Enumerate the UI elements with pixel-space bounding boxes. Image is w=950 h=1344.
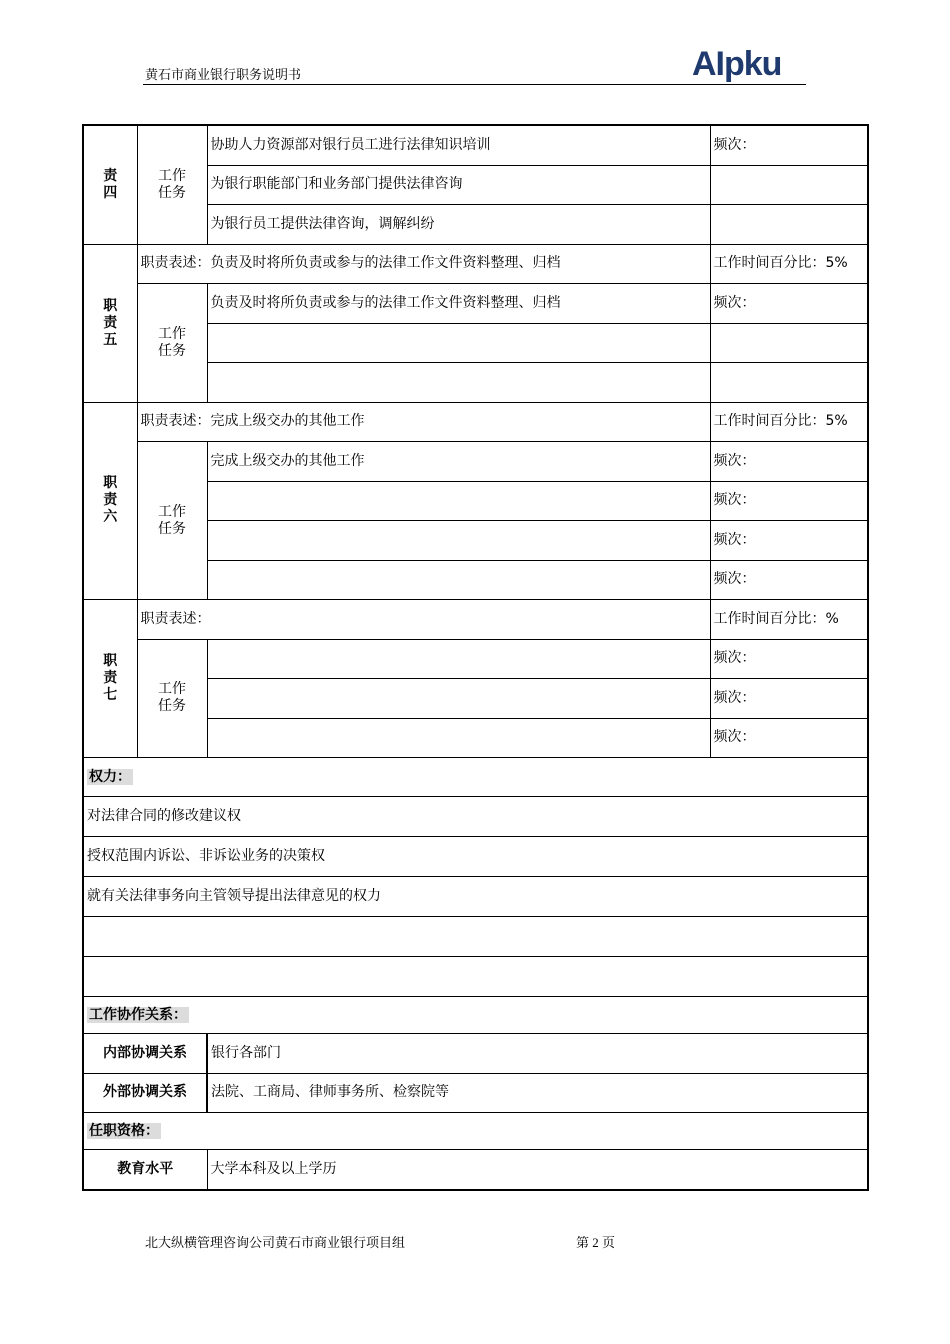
duty6-work-label: 工作 任务 — [137, 442, 207, 600]
duty5-task — [207, 323, 710, 363]
duty4-work-label: 工作 任务 — [137, 125, 207, 244]
authority-header-row — [83, 758, 868, 797]
internal-relation-label: 内部协调关系 — [83, 1034, 207, 1074]
duty5-statement: 职责表述：负责及时将所负责或参与的法律工作文件资料整理、归档 — [137, 244, 710, 284]
duty5-statement-row — [83, 244, 868, 284]
authority-item-row — [83, 837, 868, 877]
duty4-freq — [710, 205, 868, 245]
authority-label: 权力： — [83, 758, 868, 797]
duty5-freq — [710, 363, 868, 403]
authority-item-row — [83, 917, 868, 957]
duty6-statement-row — [83, 402, 868, 442]
logo-text: AIpku — [692, 45, 782, 83]
header-rule — [143, 84, 806, 85]
duty4-task-row — [83, 125, 868, 165]
relations-header-row — [83, 997, 868, 1034]
external-relation-label: 外部协调关系 — [83, 1073, 207, 1113]
duty4-task: 协助人力资源部对银行员工进行法律知识培训 — [207, 125, 710, 165]
duty7-task — [207, 718, 710, 758]
duty7-statement: 职责表述： — [137, 600, 710, 640]
duty5-freq: 频次： — [710, 284, 868, 324]
authority-item — [83, 957, 868, 997]
duty5-percent: 工作时间百分比：5% — [710, 244, 868, 284]
education-row — [83, 1150, 868, 1190]
duty6-task-row — [83, 442, 868, 482]
duty4-label: 责 四 — [83, 125, 137, 244]
authority-item: 就有关法律事务向主管领导提出法律意见的权力 — [83, 877, 868, 917]
duty5-freq — [710, 323, 868, 363]
header-title: 黄石市商业银行职务说明书 — [145, 67, 302, 82]
education-value: 大学本科及以上学历 — [207, 1150, 868, 1190]
authority-item-row — [83, 797, 868, 837]
duty5-task — [207, 363, 710, 403]
duty7-task — [207, 639, 710, 679]
relations-label: 工作协作关系： — [83, 997, 868, 1034]
duty6-percent: 工作时间百分比：5% — [710, 402, 868, 442]
external-relation-row — [83, 1073, 868, 1113]
authority-item: 对法律合同的修改建议权 — [83, 797, 868, 837]
duty6-statement: 职责表述：完成上级交办的其他工作 — [137, 402, 710, 442]
authority-item — [83, 917, 868, 957]
duty6-freq: 频次： — [710, 521, 868, 561]
company-logo — [692, 46, 806, 84]
job-description-table — [82, 124, 869, 1191]
duty7-task-row — [83, 639, 868, 679]
duty5-task: 负责及时将所负责或参与的法律工作文件资料整理、归档 — [207, 284, 710, 324]
external-relation-value: 法院、工商局、律师事务所、检察院等 — [207, 1073, 868, 1113]
duty6-freq: 频次： — [710, 560, 868, 600]
duty5-work-label: 工作 任务 — [137, 284, 207, 403]
duty7-percent: 工作时间百分比：% — [710, 600, 868, 640]
duty6-task — [207, 521, 710, 561]
education-label: 教育水平 — [83, 1150, 207, 1190]
duty6-task — [207, 481, 710, 521]
duty6-freq: 频次： — [710, 481, 868, 521]
duty4-task: 为银行员工提供法律咨询，调解纠纷 — [207, 205, 710, 245]
duty5-task-row — [83, 284, 868, 324]
duty7-label: 职 责 七 — [83, 600, 137, 758]
duty7-work-label: 工作 任务 — [137, 639, 207, 758]
authority-item-row — [83, 957, 868, 997]
duty7-freq: 频次： — [710, 718, 868, 758]
authority-item-row — [83, 877, 868, 917]
duty4-freq — [710, 165, 868, 205]
duty7-task — [207, 679, 710, 719]
duty6-label: 职 责 六 — [83, 402, 137, 600]
footer-page-number: 第 2 页 — [576, 1235, 616, 1250]
duty6-task — [207, 560, 710, 600]
authority-item: 授权范围内诉讼、非诉讼业务的决策权 — [83, 837, 868, 877]
duty5-label: 职 责 五 — [83, 244, 137, 402]
duty7-freq: 频次： — [710, 639, 868, 679]
duty6-task: 完成上级交办的其他工作 — [207, 442, 710, 482]
internal-relation-value: 银行各部门 — [207, 1034, 868, 1074]
duty7-statement-row — [83, 600, 868, 640]
qualification-label: 任职资格： — [83, 1113, 868, 1150]
qualification-header-row — [83, 1113, 868, 1150]
duty4-freq: 频次： — [710, 125, 868, 165]
duty6-freq: 频次： — [710, 442, 868, 482]
duty4-task: 为银行职能部门和业务部门提供法律咨询 — [207, 165, 710, 205]
footer-company: 北大纵横管理咨询公司黄石市商业银行项目组 — [145, 1235, 406, 1250]
duty7-freq: 频次： — [710, 679, 868, 719]
internal-relation-row — [83, 1034, 868, 1074]
